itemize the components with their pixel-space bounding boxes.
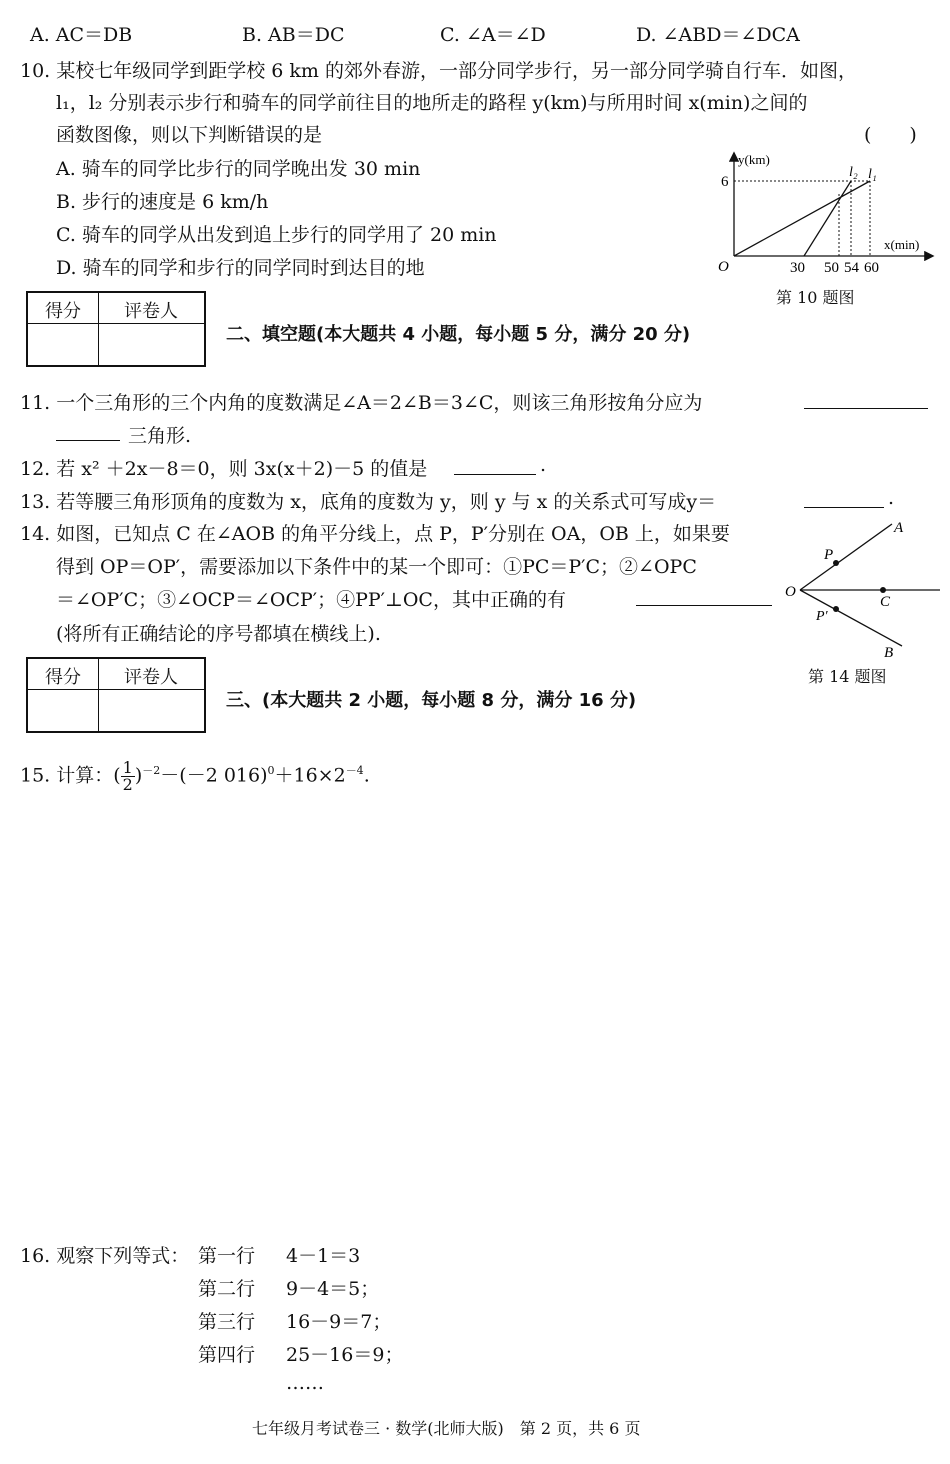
q14-figure — [780, 514, 942, 660]
q11-line1: 11. 一个三角形的三个内角的度数满足∠A＝2∠B＝3∠C，则该三角形按角分应为 — [20, 392, 703, 414]
q14-line4: (将所有正确结论的序号都填在横线上). — [56, 623, 381, 645]
x-tick-54: 54 — [844, 260, 859, 276]
q15-exponent-neg4: －4 — [345, 764, 364, 778]
x-axis-label: x(min) — [884, 237, 920, 252]
q15-exponent-neg2: －2 — [142, 764, 161, 778]
q16-row-3-label: 第三行 — [198, 1311, 256, 1333]
q16-row-1-expr: 4－1＝3 — [286, 1245, 361, 1267]
q10-option-a: A. 骑车的同学比步行的同学晚出发 30 min — [56, 158, 421, 180]
q9-option-b: B. AB＝DC — [242, 24, 345, 46]
q16-row-3-expr: 16－9＝7； — [286, 1311, 392, 1333]
q10-graph — [710, 148, 940, 280]
x-tick-50: 50 — [824, 260, 839, 276]
label-a: A — [894, 520, 904, 536]
q16-row-2-label: 第二行 — [198, 1278, 256, 1300]
q14-caption: 第 14 题图 — [808, 667, 887, 686]
l2-label: l₂ — [849, 165, 858, 180]
q15-rest: －(－2 016) — [160, 764, 268, 787]
score-label: 得分 — [45, 301, 81, 322]
label-c: C — [880, 594, 891, 610]
line-l2 — [804, 181, 851, 256]
q10-option-c: C. 骑车的同学从出发到追上步行的同学用了 20 min — [56, 224, 497, 246]
q15-numerator: 1 — [122, 758, 133, 777]
grader-label: 评卷人 — [124, 301, 178, 322]
x-tick-60: 60 — [864, 260, 879, 276]
label-p-prime: P′ — [816, 609, 828, 624]
q10-line2: l₁，l₂ 分别表示步行和骑车的同学前往目的地所走的路程 y(km)与所用时间 x(min)之间的 — [56, 92, 808, 114]
q15-fraction — [121, 760, 135, 793]
q10-line3: 函数图像，则以下判断错误的是 — [56, 124, 323, 146]
q10-line1: 10. 某校七年级同学到距学校 6 km 的郊外春游，一部分同学步行，另一部分同学骑自行车．如图， — [20, 60, 857, 82]
q15-end: . — [363, 764, 370, 787]
q15-expression: 15. 计算：( $\frac{1}{2}$ )$^{-2}$－(－2 $016)^0+16\times 2^{-4}$. — [20, 758, 370, 794]
q15-exponent-0: 0 — [267, 764, 275, 778]
q10-answer-bracket: ( ) — [864, 124, 917, 146]
label-p: P — [824, 547, 834, 563]
q10-caption: 第 10 题图 — [776, 288, 855, 307]
q11-answer-blank-cont[interactable] — [56, 422, 120, 441]
score-box-section2 — [26, 291, 206, 367]
score-label: 得分 — [45, 667, 81, 688]
q16-row-2-expr: 9－4＝5； — [286, 1278, 380, 1300]
q10-option-d: D. 骑车的同学和步行的同学同时到达目的地 — [56, 257, 425, 279]
point-p-prime — [833, 606, 839, 612]
q13-suffix: . — [888, 487, 895, 509]
q15-rest2: ＋16×2 — [274, 764, 346, 787]
q9-option-c: C. ∠A＝∠D — [440, 24, 546, 46]
q12-text: 12. 若 x² ＋2x－8＝0，则 3x(x＋2)－5 的值是 — [20, 458, 428, 480]
grader-label: 评卷人 — [124, 667, 178, 688]
page-footer: 七年级月考试卷三 · 数学(北师大版) 第 2 页，共 6 页 — [252, 1419, 641, 1438]
q16-intro: 16. 观察下列等式： — [20, 1245, 190, 1267]
q14-answer-blank[interactable] — [636, 587, 772, 606]
q12-answer-blank[interactable] — [454, 456, 536, 475]
section3-title: 三、(本大题共 2 小题，每小题 8 分，满分 16 分) — [226, 690, 637, 711]
q15-prefix: 15. 计算：( — [20, 764, 121, 787]
y-tick-6: 6 — [721, 174, 729, 190]
q9-option-a: A. AC＝DB — [30, 24, 133, 46]
label-b: B — [884, 645, 894, 660]
q16-row-4-label: 第四行 — [198, 1344, 256, 1366]
x-tick-30: 30 — [790, 260, 805, 276]
q16-row-1-label: 第一行 — [198, 1245, 256, 1267]
q16-ellipsis: …… — [286, 1372, 324, 1394]
y-axis-label: y(km) — [738, 152, 770, 167]
point-p — [833, 560, 839, 566]
q16-row-4-expr: 25－16＝9； — [286, 1344, 404, 1366]
q14-line3: ＝∠OP′C；③∠OCP＝∠OCP′；④PP′⊥OC，其中正确的有 — [56, 589, 566, 611]
q10-option-b: B. 步行的速度是 6 km/h — [56, 191, 269, 213]
q11-answer-blank[interactable] — [804, 390, 928, 409]
line-l1 — [734, 181, 870, 256]
q15-denominator: 2 — [122, 775, 133, 794]
q13-text: 13. 若等腰三角形顶角的度数为 x，底角的度数为 y，则 y 与 x 的关系式可写成y＝ — [20, 491, 717, 513]
point-c — [880, 587, 886, 593]
q12-suffix: . — [540, 454, 547, 476]
score-box-section3 — [26, 657, 206, 733]
ray-oa — [800, 524, 892, 590]
l1-label: l₁ — [868, 167, 877, 182]
q11-line2: 三角形. — [128, 425, 192, 447]
origin-label: O — [718, 259, 729, 275]
section2-title: 二、填空题(本大题共 4 小题，每小题 5 分，满分 20 分) — [226, 324, 691, 345]
q14-line1: 14. 如图，已知点 C 在∠AOB 的角平分线上，点 P，P′分别在 OA，OB 上，如果要 — [20, 523, 730, 545]
q14-line2: 得到 OP＝OP′，需要添加以下条件中的某一个即可：①PC＝P′C；②∠OPC — [56, 556, 697, 578]
label-o: O — [785, 584, 796, 600]
q13-answer-blank[interactable] — [804, 489, 884, 508]
q9-option-d: D. ∠ABD＝∠DCA — [636, 24, 800, 46]
